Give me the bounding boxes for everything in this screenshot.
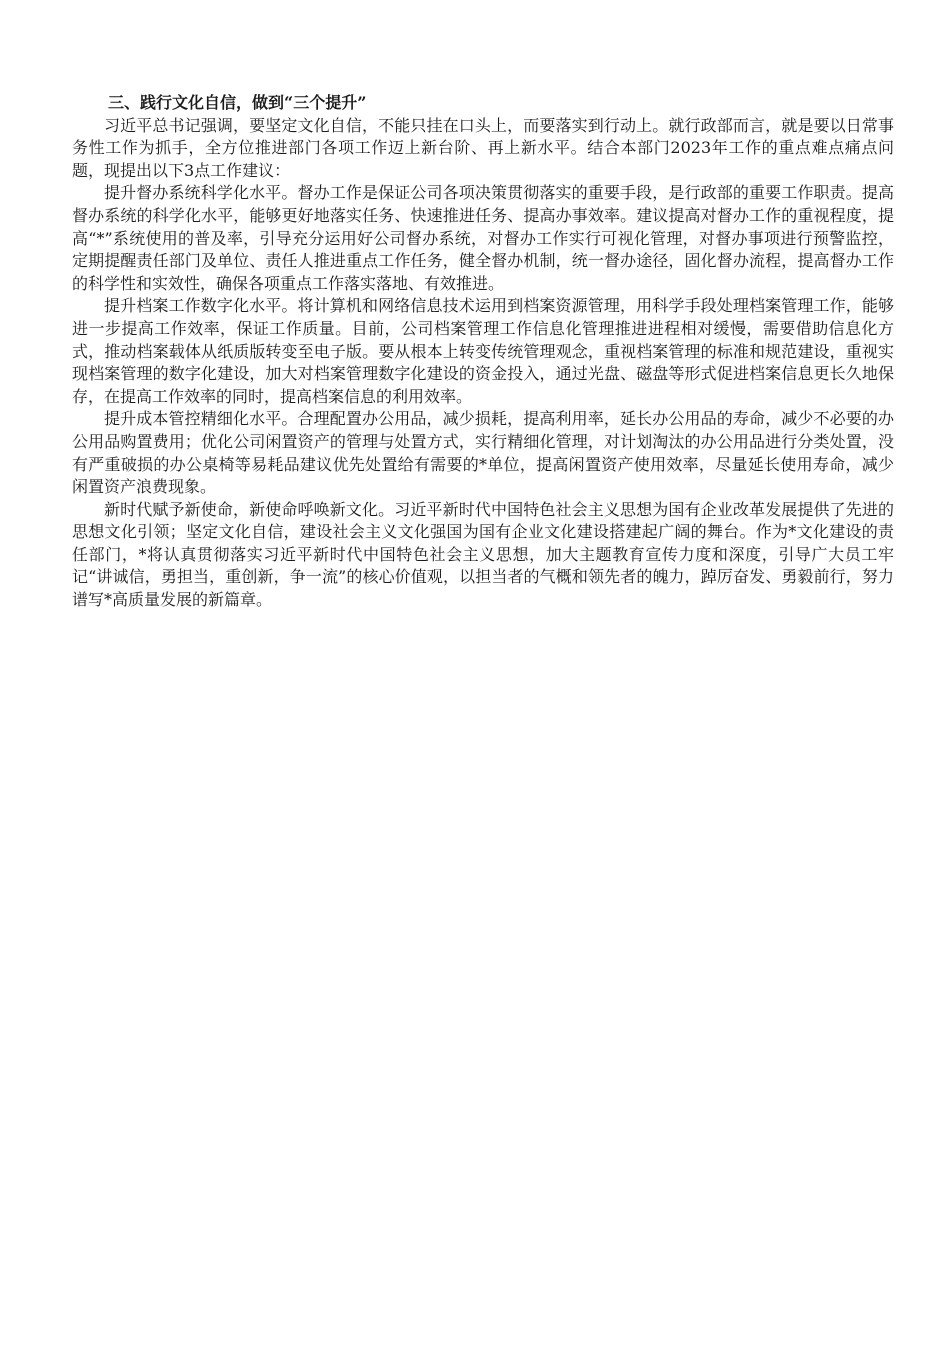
section-heading: 三、践行文化自信，做到“三个提升” [108,93,367,112]
paragraph-archives: 提升档案工作数字化水平。将计算机和网络信息技术运用到档案资源管理，用科学手段处理档案管理工作，能够进一步提高工作效率，保证工作质量。目前，公司档案管理工作信息化管理推进进程相对缓慢，需要借助信息化方式，推动档案载体从纸质版转变至电子版。要从根本上转变传统管理观念，重视档案管理的标准和规范建设，重视实现档案管理的数字化建设，加大对档案管理数字化建设的资金投入，通过光盘、磁盘等形式促进档案信息更长久地保存，在提高工作效率的同时，提高档案信息的利用效率。 [72,296,894,406]
paragraph-cost-control: 提升成本管控精细化水平。合理配置办公用品，减少损耗，提高利用率，延长办公用品的寿命，减少不必要的办公用品购置费用；优化公司闲置资产的管理与处置方式，实行精细化管理，对计划淘汰的办公用品进行分类处置，没有严重破损的办公桌椅等易耗品建议优先处置给有需要的*单位，提高闲置资产使用效率，尽量延长使用寿命，减少闲置资产浪费现象。 [72,409,894,497]
paragraph-conclusion: 新时代赋予新使命，新使命呼唤新文化。习近平新时代中国特色社会主义思想为国有企业改革发展提供了先进的思想文化引领；坚定文化自信，建设社会主义文化强国为国有企业文化建设搭建起广阔的舞台。作为*文化建设的责任部门，*将认真贯彻落实习近平新时代中国特色社会主义思想，加大主题教育宣传力度和深度，引导广大员工牢记“讲诚信，勇担当，重创新，争一流”的核心价值观，以担当者的气概和领先者的魄力，踔厉奋发、勇毅前行，努力谱写*高质量发展的新篇章。 [72,499,894,610]
document-body [72,92,894,612]
paragraph-supervision: 提升督办系统科学化水平。督办工作是保证公司各项决策贯彻落实的重要手段，是行政部的重要工作职责。提高督办系统的科学化水平，能够更好地落实任务、快速推进任务、提高办事效率。建议提高对督办工作的重视程度，提高“*”系统使用的普及率，引导充分运用好公司督办系统，对督办工作实行可视化管理，对督办事项进行预警监控，定期提醒责任部门及单位、责任人推进重点工作任务，健全督办机制，统一督办途径，固化督办流程，提高督办工作的科学性和实效性，确保各项重点工作落实落地、有效推进。 [72,183,894,293]
paragraph-intro: 习近平总书记强调，要坚定文化自信，不能只挂在口头上，而要落实到行动上。就行政部而言，就是要以日常事务性工作为抓手，全方位推进部门各项工作迈上新台阶、再上新水平。结合本部门2023年工作的重点难点痛点问题，现提出以下3点工作建议： [72,115,894,180]
